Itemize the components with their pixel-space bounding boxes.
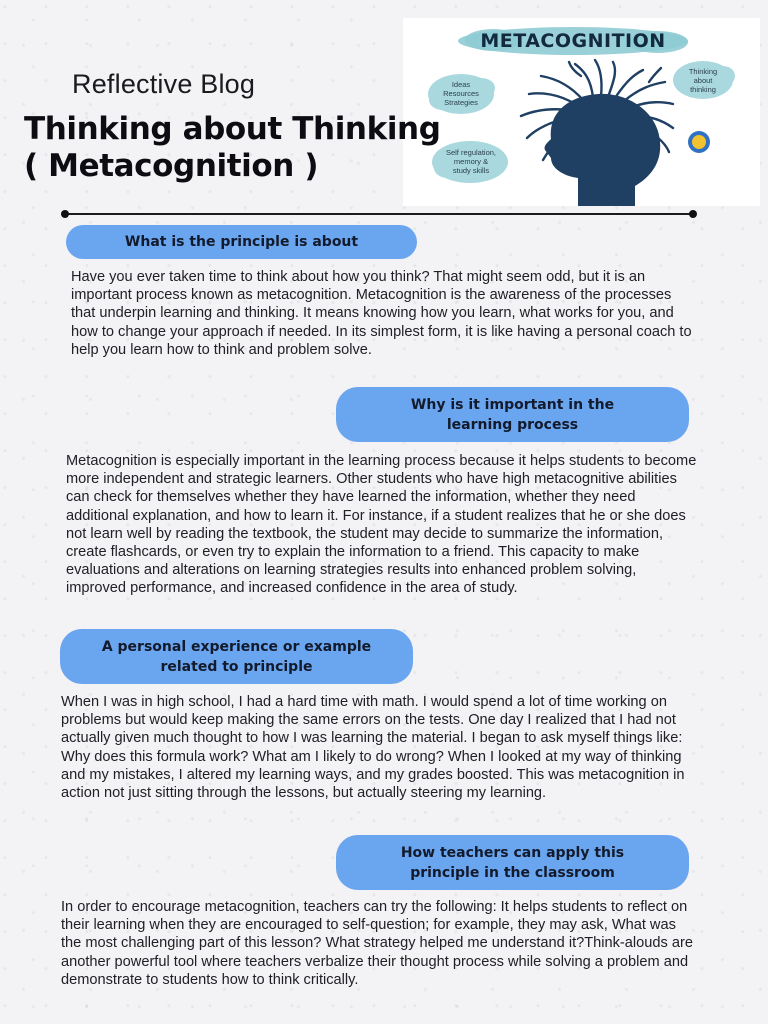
hero-bubble-thinking-text: Thinking about thinking [688, 67, 718, 94]
hero-bubble-ideas [433, 80, 489, 107]
section-body-importance: Metacognition is especially important in the learning process because it helps students to become more independent and strategic learners. Other students who have high metacognitive abilities can check for themselves whether they have learned the information, whether they need additional explanation, and how to learn it. For instance, if a student realizes that he or she does not learn well by reading the textbook, the student may decide to summarize the information, create flashcards, or even try to explain the information to a friend. This capacity to make evaluations and alterations on learning strategies results into enhanced problem solving, improved performance, and increased confidence in the area of study. [66, 453, 697, 597]
section-heading-experience: A personal experience or example related to principle [60, 629, 413, 684]
hero-bubble-self-text: Self regulation, memory & study skills [445, 148, 497, 175]
divider-dot-right [689, 210, 697, 218]
section-heading-classroom: How teachers can apply this principle in the classroom [336, 835, 689, 890]
title-line-1: Thinking about Thinking [24, 111, 441, 147]
title-line-2: ( Metacognition ) [24, 148, 319, 184]
section-body-principle: Have you ever taken time to think about how you think? That might seem odd, but it is an important process known as metacognition. Metacognition is the awareness of the processes that underpin learning and thinking. It means knowing how you learn, what works for you, and how to change your approach if needed. In its simplest form, it is like having a personal coach to help you learn how to think and problem solve. [71, 269, 692, 358]
section-body-classroom: In order to encourage metacognition, teachers can try the following: It helps students to reflect on their learning when they are encouraged to self-question; for example, they may ask, What was the most challenging part of this lesson? What strategy helped me understand it?Think-alouds are another powerful tool where teachers verbalize their thought process while solving a problem and demonstrate to students how to think critically. [61, 899, 693, 988]
section-heading-importance: Why is it important in the learning process [336, 387, 689, 442]
hero-title: METACOGNITION [480, 30, 666, 52]
hero-bubble-self-regulation [433, 148, 509, 175]
page-title [24, 111, 441, 185]
section-heading-principle: What is the principle is about [66, 225, 417, 259]
hero-bubble-thinking [675, 67, 731, 94]
title-divider [64, 213, 694, 215]
divider-dot-left [61, 210, 69, 218]
metacognition-illustration [403, 18, 760, 206]
blog-label: Reflective Blog [72, 69, 256, 99]
section-body-experience: When I was in high school, I had a hard time with math. I would spend a lot of time working on problems but would keep making the same errors on the tests. One day I realized that I had not actually given much thought to how I was learning the material. I began to ask myself things like: Why does this formula work? What am I likely to do wrong? When I looked at my way of thinking and my mistakes, I altered my learning ways, and my grades boosted. This was metacognition in action not just sitting through the lessons, but actually steering my learning. [61, 694, 685, 802]
hero-bubble-ideas-text: Ideas Resources Strategies [443, 80, 479, 107]
